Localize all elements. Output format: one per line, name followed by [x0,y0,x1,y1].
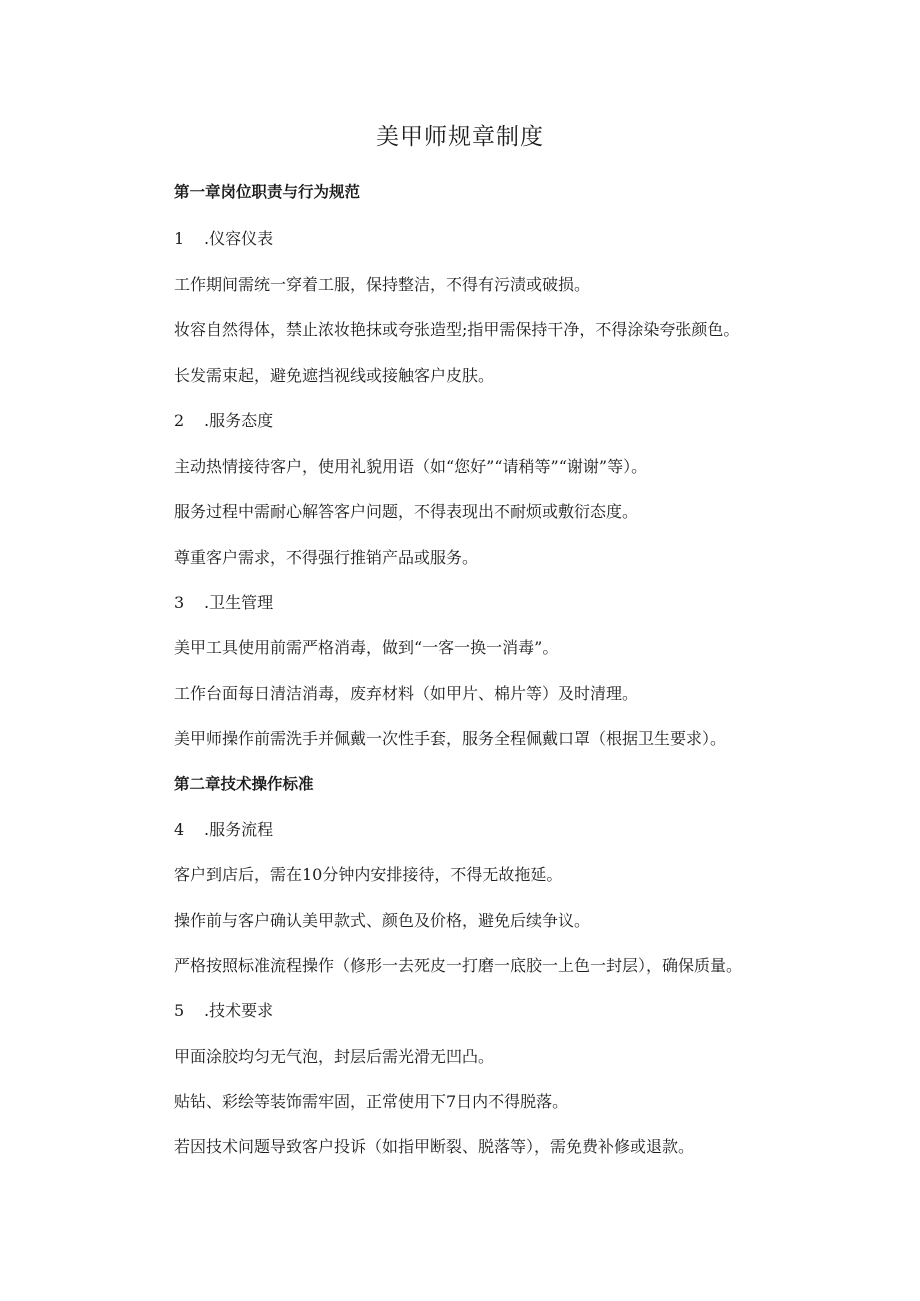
section-2-paragraph-2: 服务过程中需耐心解答客户问题，不得表现出不耐烦或敷衍态度。 [174,502,639,521]
chapter-1-heading: 第一章岗位职责与行为规范 [174,183,361,201]
section-2-paragraph-1: 主动热情接待客户，使用礼貌用语（如“您好”“请稍等”“谢谢”等）。 [174,457,648,476]
section-4-title: .服务流程 [204,820,274,839]
section-4-paragraph-3: 严格按照标准流程操作（修形一去死皮一打磨一底胶一上色一封层），确保质量。 [174,956,743,975]
section-1-paragraph-3: 长发需束起，避免遮挡视线或接触客户皮肤。 [174,366,495,385]
chapter-2-heading: 第二章技术操作标准 [174,775,314,793]
section-1-number: 1 [174,229,185,248]
document-title: 美甲师规章制度 [376,124,544,150]
section-4-heading [174,819,273,841]
section-5-title: .技术要求 [204,1001,274,1020]
section-2-paragraph-3: 尊重客户需求，不得强行推销产品或服务。 [174,548,479,567]
section-3-number: 3 [174,593,185,612]
section-5-number: 5 [174,1001,185,1020]
section-3-paragraph-3: 美甲师操作前需洗手并佩戴一次性手套，服务全程佩戴口罩（根据卫生要求）。 [174,729,727,748]
section-2-heading [174,410,273,432]
section-1-heading [174,228,273,250]
section-2-title: .服务态度 [204,411,274,430]
section-3-heading [174,592,273,614]
section-1-title: .仪容仪表 [204,229,274,248]
section-4-number: 4 [174,820,185,839]
section-3-paragraph-1: 美甲工具使用前需严格消毒，做到“一客一换一消毒”。 [174,638,559,657]
section-5-paragraph-1: 甲面涂胶均匀无气泡，封层后需光滑无凹凸。 [174,1047,495,1066]
section-5-paragraph-2: 贴钻、彩绘等装饰需牢固，正常使用下7日内不得脱落。 [174,1092,569,1111]
section-3-title: .卫生管理 [204,593,274,612]
section-1-paragraph-1: 工作期间需统一穿着工服，保持整洁，不得有污渍或破损。 [174,275,591,294]
section-4-paragraph-2: 操作前与客户确认美甲款式、颜色及价格，避免后续争议。 [174,911,591,930]
section-2-number: 2 [174,411,185,430]
section-5-paragraph-3: 若因技术问题导致客户投诉（如指甲断裂、脱落等），需免费补修或退款。 [174,1137,695,1156]
section-4-paragraph-1: 客户到店后，需在10分钟内安排接待，不得无故拖延。 [174,865,563,884]
section-1-paragraph-2: 妆容自然得体，禁止浓妆艳抹或夸张造型;指甲需保持干净，不得涂染夸张颜色。 [174,320,740,339]
section-3-paragraph-2: 工作台面每日清洁消毒，废弃材料（如甲片、棉片等）及时清理。 [174,684,639,703]
section-5-heading [174,1000,273,1022]
